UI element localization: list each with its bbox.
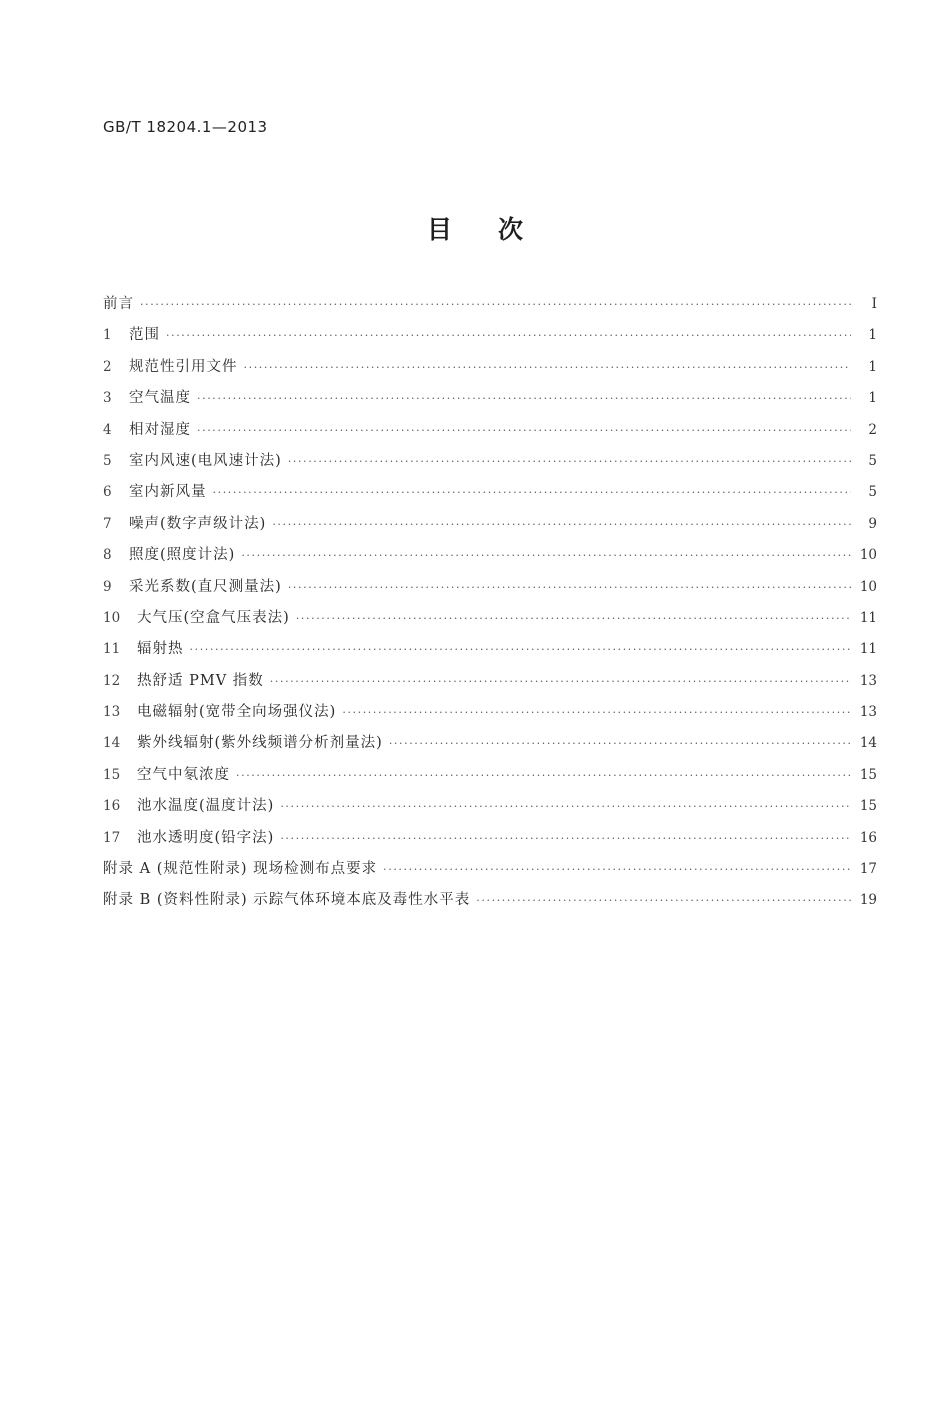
toc-entry-8[interactable] xyxy=(103,543,877,574)
toc-section-number: 10 xyxy=(103,609,121,626)
toc-page-number: 10 xyxy=(859,578,877,595)
toc-page-number: 15 xyxy=(859,766,877,783)
toc-dot-leader xyxy=(197,424,851,437)
toc-entry-title: 紫外线辐射(紫外线频谱分析剂量法) xyxy=(137,735,383,752)
toc-section-number: 6 xyxy=(103,484,112,501)
toc-entry-title: 热舒适 PMV 指数 xyxy=(137,672,264,689)
toc-page-number: 13 xyxy=(859,672,877,689)
toc-entry-title: 池水透明度(铅字法) xyxy=(137,829,275,846)
toc-entry-11[interactable] xyxy=(103,637,877,668)
toc-page-number: 13 xyxy=(859,704,877,721)
document-code: GB/T 18204.1—2013 xyxy=(103,118,268,136)
toc-section-number: 3 xyxy=(103,390,112,407)
toc-entry-title: 室内新风量 xyxy=(129,484,207,501)
table-of-contents xyxy=(103,292,877,920)
toc-entry-1[interactable] xyxy=(103,323,877,354)
toc-page-number: 10 xyxy=(859,547,877,564)
toc-dot-leader xyxy=(166,329,851,342)
toc-entry-title: 电磁辐射(宽带全向场强仪法) xyxy=(137,704,337,721)
toc-page-number: 1 xyxy=(868,358,877,375)
toc-dot-leader xyxy=(280,800,851,813)
toc-dot-leader xyxy=(270,675,851,688)
toc-page-number: Ⅰ xyxy=(871,296,877,312)
toc-page-number: 1 xyxy=(868,390,877,407)
toc-entry-12[interactable] xyxy=(103,669,877,700)
toc-entry-annex-a[interactable] xyxy=(103,857,877,888)
page-title: 目次 xyxy=(426,215,569,244)
toc-entry-title: 附录 A (规范性附录) 现场检测布点要求 xyxy=(103,861,378,878)
toc-entry-title: 规范性引用文件 xyxy=(129,358,238,375)
toc-dot-leader xyxy=(389,737,851,750)
toc-section-number: 14 xyxy=(103,735,121,752)
toc-page-number: 11 xyxy=(859,641,877,658)
toc-page-number: 9 xyxy=(868,515,877,532)
toc-dot-leader xyxy=(236,769,851,782)
toc-entry-title: 室内风速(电风速计法) xyxy=(129,452,282,469)
toc-section-number: 1 xyxy=(103,327,112,344)
toc-entry-title: 前言 xyxy=(103,296,134,312)
toc-entry-2[interactable] xyxy=(103,355,877,386)
toc-dot-leader xyxy=(190,643,852,656)
toc-dot-leader xyxy=(213,486,852,499)
toc-entry-title: 大气压(空盒气压表法) xyxy=(137,609,290,626)
toc-section-number: 15 xyxy=(103,766,121,783)
toc-dot-leader xyxy=(342,706,851,719)
toc-entry-10[interactable] xyxy=(103,606,877,637)
toc-dot-leader xyxy=(241,549,851,562)
toc-entry-annex-b[interactable] xyxy=(103,888,877,919)
toc-dot-leader xyxy=(296,612,851,625)
toc-dot-leader xyxy=(383,863,851,876)
toc-entry-17[interactable] xyxy=(103,826,877,857)
toc-entry-title: 辐射热 xyxy=(137,641,184,658)
toc-entry-foreword[interactable] xyxy=(103,292,877,323)
toc-dot-leader xyxy=(272,518,851,531)
toc-entry-13[interactable] xyxy=(103,700,877,731)
toc-dot-leader xyxy=(476,894,851,907)
toc-section-number: 9 xyxy=(103,578,112,595)
toc-entry-title: 附录 B (资料性附录) 示踪气体环境本底及毒性水平表 xyxy=(103,892,471,909)
toc-entry-3[interactable] xyxy=(103,386,877,417)
toc-dot-leader xyxy=(140,298,851,311)
toc-page-number: 17 xyxy=(859,861,877,878)
toc-entry-title: 相对湿度 xyxy=(129,421,191,438)
toc-entry-14[interactable] xyxy=(103,731,877,762)
toc-section-number: 5 xyxy=(103,452,112,469)
toc-section-number: 7 xyxy=(103,515,112,532)
toc-page-number: 11 xyxy=(859,609,877,626)
toc-entry-title: 池水温度(温度计法) xyxy=(137,798,275,815)
toc-section-number: 12 xyxy=(103,672,121,689)
toc-entry-5[interactable] xyxy=(103,449,877,480)
toc-entry-title: 噪声(数字声级计法) xyxy=(129,515,267,532)
toc-entry-7[interactable] xyxy=(103,512,877,543)
toc-section-number: 2 xyxy=(103,358,112,375)
toc-entry-6[interactable] xyxy=(103,480,877,511)
toc-dot-leader xyxy=(197,392,851,405)
toc-page-number: 2 xyxy=(868,421,877,438)
toc-entry-title: 空气温度 xyxy=(129,390,191,407)
toc-section-number: 16 xyxy=(103,798,121,815)
toc-page-number: 1 xyxy=(868,327,877,344)
toc-entry-title: 范围 xyxy=(129,327,160,344)
toc-dot-leader xyxy=(244,361,852,374)
toc-entry-16[interactable] xyxy=(103,794,877,825)
toc-page-number: 5 xyxy=(868,452,877,469)
toc-page-number: 15 xyxy=(859,798,877,815)
toc-entry-title: 空气中氡浓度 xyxy=(137,766,230,783)
toc-section-number: 8 xyxy=(103,547,112,564)
toc-page-number: 5 xyxy=(868,484,877,501)
toc-dot-leader xyxy=(280,832,851,845)
toc-entry-4[interactable] xyxy=(103,418,877,449)
toc-page-number: 16 xyxy=(859,829,877,846)
toc-page-number: 19 xyxy=(859,892,877,909)
toc-entry-title: 采光系数(直尺测量法) xyxy=(129,578,282,595)
toc-section-number: 4 xyxy=(103,421,112,438)
toc-entry-title: 照度(照度计法) xyxy=(129,547,236,564)
toc-section-number: 11 xyxy=(103,641,121,658)
toc-entry-9[interactable] xyxy=(103,575,877,606)
toc-dot-leader xyxy=(288,581,851,594)
toc-dot-leader xyxy=(288,455,851,468)
toc-section-number: 17 xyxy=(103,829,121,846)
toc-section-number: 13 xyxy=(103,704,121,721)
toc-entry-15[interactable] xyxy=(103,763,877,794)
toc-page-number: 14 xyxy=(859,735,877,752)
